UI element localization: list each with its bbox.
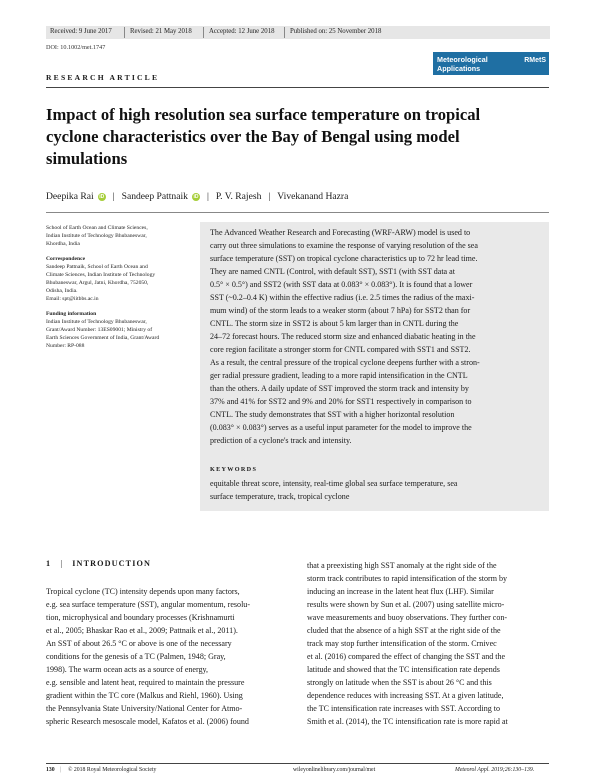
author-separator: | xyxy=(268,191,271,202)
header-divider xyxy=(284,27,285,38)
section-separator: | xyxy=(60,559,64,568)
journal-logo: Meteorological Applications RMetS xyxy=(433,52,549,75)
funding-heading: Funding information xyxy=(46,311,97,317)
author-separator: | xyxy=(206,191,209,202)
correspondence-heading: Correspondence xyxy=(46,256,86,262)
header-divider xyxy=(203,27,204,38)
divider xyxy=(46,212,549,213)
published-date: Published on: 25 November 2018 xyxy=(290,28,382,35)
accepted-date: Accepted: 12 June 2018 xyxy=(209,28,275,35)
section-title: INTRODUCTION xyxy=(72,559,151,568)
received-date: Received: 9 June 2017 xyxy=(50,28,112,35)
doi[interactable]: DOI: 10.1002/met.1747 xyxy=(46,44,106,51)
author-name[interactable]: Vivekanand Hazra xyxy=(277,191,349,202)
section-number: 1 xyxy=(46,559,52,568)
journal-url[interactable]: wileyonlinelibrary.com/journal/met xyxy=(293,767,376,773)
divider xyxy=(46,763,549,764)
orcid-icon[interactable]: iD xyxy=(99,193,105,200)
section-heading xyxy=(46,559,151,568)
citation: Meteorol Appl. 2019;26:130–139. xyxy=(455,767,535,773)
revised-date: Revised: 21 May 2018 xyxy=(130,28,192,35)
email-link[interactable]: Email: spt@iitbbs.ac.in xyxy=(46,296,99,302)
author-separator: | xyxy=(112,191,115,202)
article-type-label: RESEARCH ARTICLE xyxy=(46,73,160,82)
divider xyxy=(46,87,549,88)
page-number: 130 xyxy=(46,767,55,773)
author-list xyxy=(46,191,348,202)
orcid-icon[interactable]: iD xyxy=(193,193,199,200)
author-name[interactable]: P. V. Rajesh xyxy=(215,191,262,202)
rmets-logo: RMetS xyxy=(524,57,546,64)
author-name[interactable]: Deepika Rai xyxy=(46,191,94,202)
footer-separator: | xyxy=(60,767,62,773)
author-name[interactable]: Sandeep Pattnaik xyxy=(121,191,188,202)
copyright: © 2018 Royal Meteorological Society xyxy=(68,767,157,773)
keywords-heading: KEYWORDS xyxy=(210,466,258,473)
header-divider xyxy=(124,27,125,38)
